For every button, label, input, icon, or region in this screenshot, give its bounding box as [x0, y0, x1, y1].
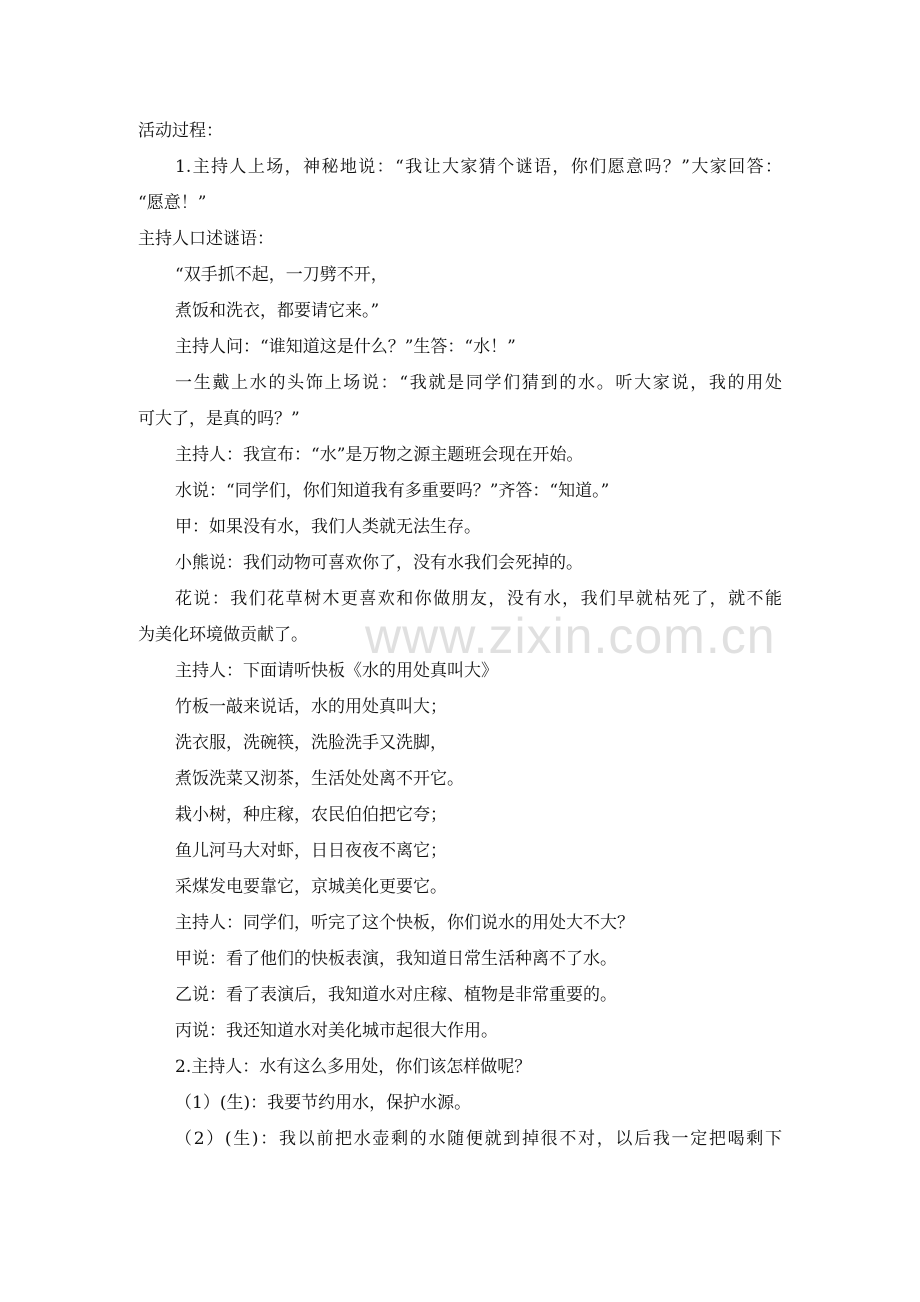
text-line: 2.主持人：水有这么多用处，你们该怎样做呢？: [175, 1057, 532, 1077]
text-line: 主持人：下面请听快板《水的用处真叫大》: [175, 661, 498, 681]
text-line: 主持人口述谜语：: [138, 229, 274, 249]
text-line: 乙说：看了表演后，我知道水对庄稼、植物是非常重要的。: [175, 985, 617, 1005]
text-line: （2）(生)：我以前把水壶剩的水随便就到掉很不对，以后我一定把喝剩下: [175, 1129, 782, 1149]
watermark-text: www.zixin.com.cn: [365, 608, 776, 664]
text-line: 采煤发电要靠它，京城美化更要它。: [175, 877, 447, 897]
text-line: 主持人：同学们，听完了这个快板，你们说水的用处大不大？: [175, 913, 634, 933]
text-line: 煮饭洗菜又沏茶，生活处处离不开它。: [175, 769, 464, 789]
text-line: 花说：我们花草树木更喜欢和你做朋友，没有水，我们早就枯死了，就不能: [175, 589, 782, 609]
text-line: 鱼儿河马大对虾，日日夜夜不离它；: [175, 841, 447, 861]
text-line: 1.主持人上场，神秘地说：“我让大家猜个谜语，你们愿意吗？”大家回答：: [175, 157, 782, 177]
text-line: 水说：“同学们，你们知道我有多重要吗？”齐答：“知道。”: [175, 481, 610, 501]
text-line: 煮饭和洗衣，都要请它来。”: [175, 301, 380, 321]
text-line: 洗衣服，洗碗筷，洗脸洗手又洗脚，: [175, 733, 447, 753]
text-line: 小熊说：我们动物可喜欢你了，没有水我们会死掉的。: [175, 553, 583, 573]
text-line: （1）(生)：我要节约用水，保护水源。: [175, 1093, 472, 1113]
text-line: “双手抓不起，一刀劈不开，: [175, 265, 388, 285]
text-line: 栽小树，种庄稼，农民伯伯把它夸；: [175, 805, 447, 825]
text-line: “愿意！”: [138, 193, 207, 213]
text-line: 丙说：我还知道水对美化城市起很大作用。: [175, 1021, 498, 1041]
text-line: 甲说：看了他们的快板表演，我知道日常生活种离不了水。: [175, 949, 617, 969]
text-line: 可大了，是真的吗？”: [138, 409, 300, 429]
text-line: 一生戴上水的头饰上场说：“我就是同学们猜到的水。听大家说，我的用处: [175, 373, 782, 393]
text-line: 主持人：我宣布：“水”是万物之源主题班会现在开始。: [175, 445, 584, 465]
text-line: 甲：如果没有水，我们人类就无法生存。: [175, 517, 481, 537]
text-line: 主持人问：“谁知道这是什么？”生答：“水！”: [175, 337, 516, 357]
text-line: 为美化环境做贡献了。: [138, 625, 308, 645]
text-line: 竹板一敲来说话，水的用处真叫大；: [175, 697, 447, 717]
text-line: 活动过程：: [138, 121, 223, 141]
